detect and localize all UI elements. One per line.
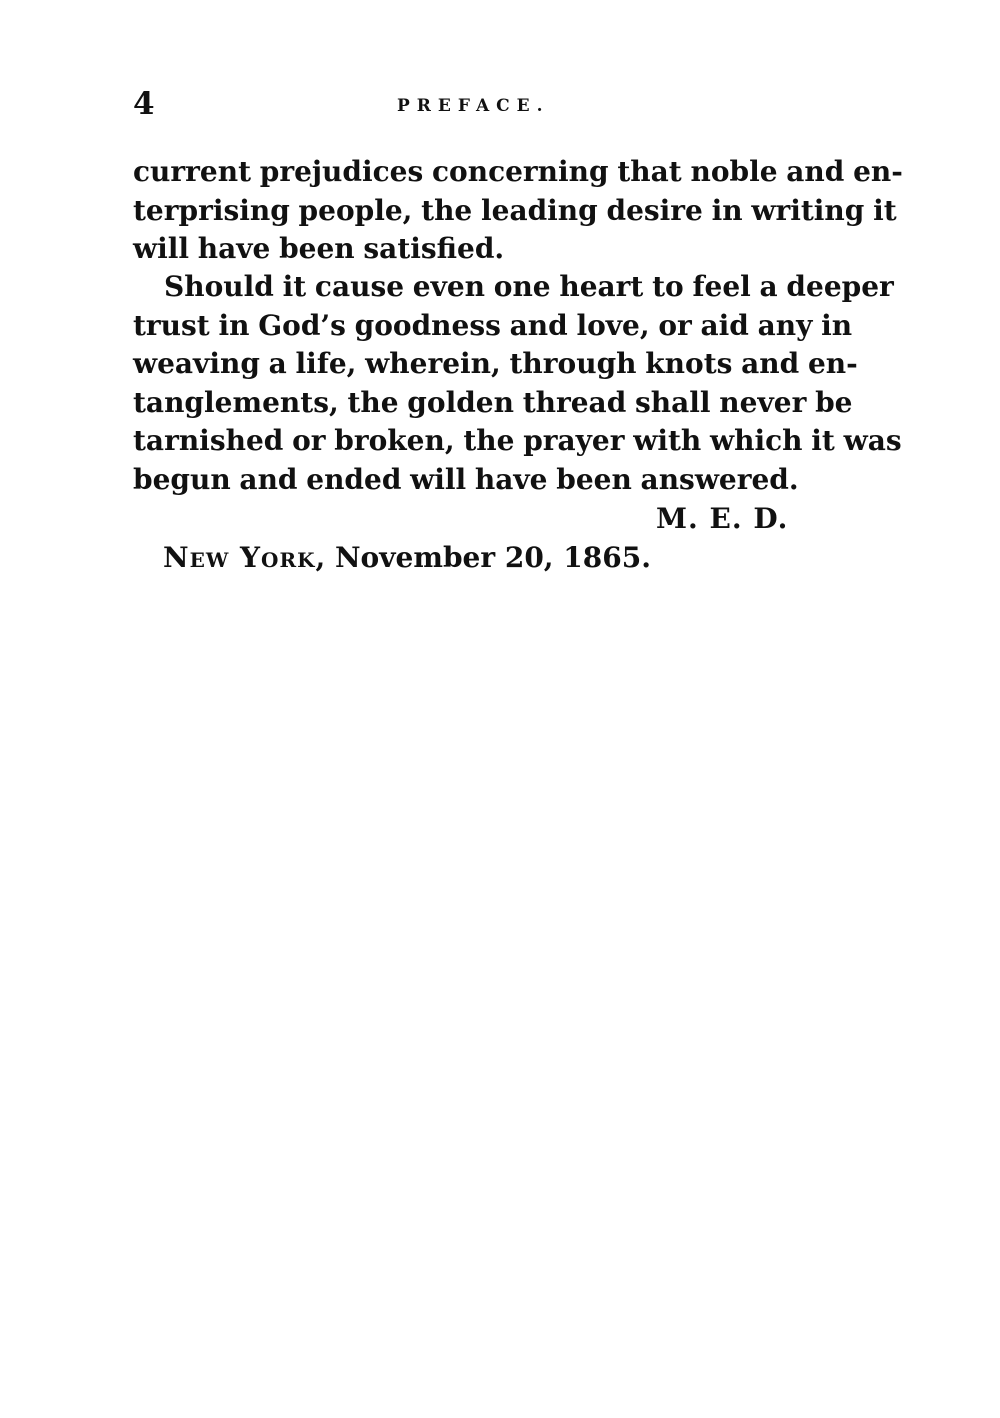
paragraph-1 bbox=[133, 153, 903, 269]
text-line: tanglements, the golden thread shall never be bbox=[133, 385, 853, 419]
dateline-date: , November 20, 1865. bbox=[315, 541, 651, 574]
dateline bbox=[163, 539, 651, 577]
text-line: will have been satisfied. bbox=[133, 232, 505, 265]
text-line: weaving a life, wherein, through knots and en- bbox=[133, 347, 858, 380]
text-line: begun and ended will have been answered. bbox=[133, 462, 799, 496]
text-line: current prejudices concerning that noble and en- bbox=[133, 155, 903, 188]
dateline-place: New York bbox=[163, 541, 316, 574]
text-line: Should it cause even one heart to feel a deeper bbox=[164, 270, 894, 303]
running-head: PREFACE. bbox=[397, 96, 550, 116]
text-line: trust in God’s goodness and love, or aid any in bbox=[133, 308, 853, 342]
author-signature: M. E. D. bbox=[656, 502, 789, 535]
text-line: terprising people, the leading desire in writing it bbox=[133, 193, 897, 227]
page-number: 4 bbox=[133, 86, 155, 122]
paragraph-2 bbox=[133, 268, 902, 499]
text-line: tarnished or broken, the prayer with which it was bbox=[133, 424, 902, 457]
